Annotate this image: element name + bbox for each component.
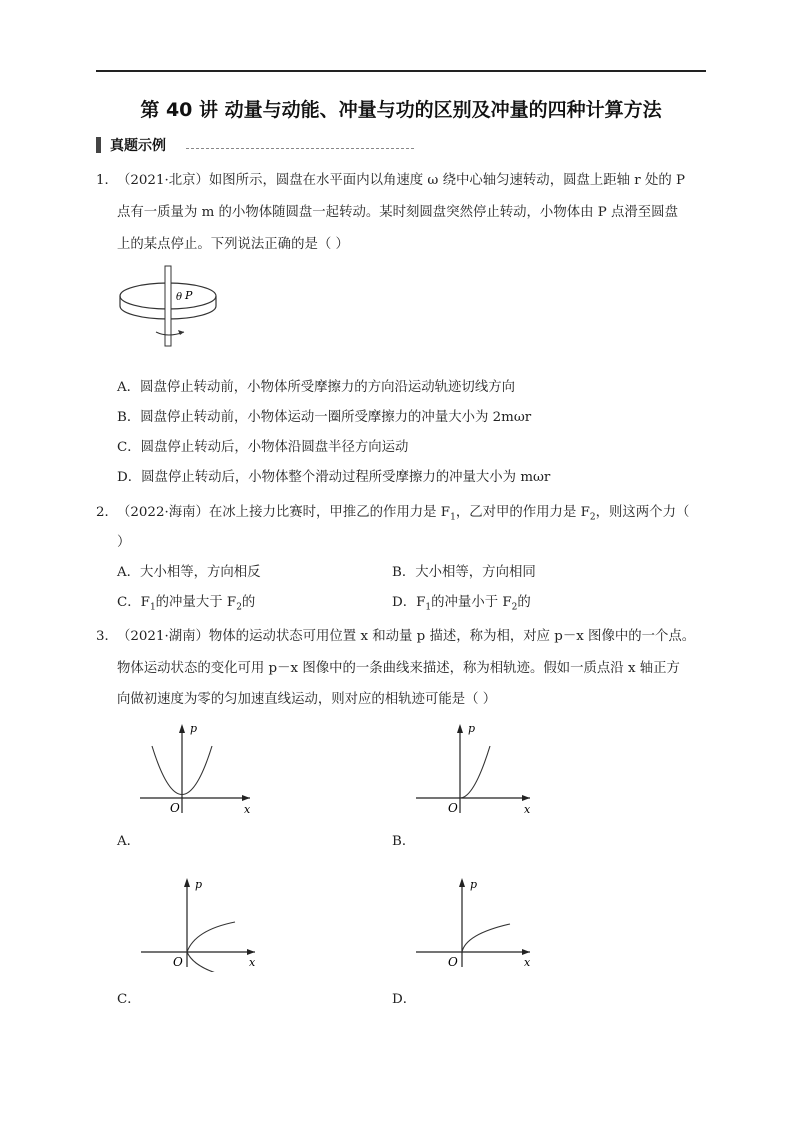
q2-option-c[interactable]: C．$F_1$的冲量大于 $F_2$的 [117,595,256,613]
rotating-disc-figure [110,262,230,352]
svg-text:O: O [448,801,458,815]
svg-text:p: p [195,878,203,891]
svg-text:x: x [244,803,251,816]
svg-text:p: p [470,878,478,891]
svg-text:x: x [249,956,256,969]
q2-option-b[interactable]: B．大小相等，方向相同 [392,565,536,580]
top-rule [96,70,706,72]
q2-line-2: ） [117,535,131,550]
graph-d-curve [462,924,510,952]
q1-line-3: 上的某点停止。下列说法正确的是（ ） [117,237,349,252]
svg-text:x: x [524,803,531,816]
q1-option-c[interactable]: C．圆盘停止转动后，小物体沿圆盘半径方向运动 [117,440,409,455]
graph-b-curve [460,746,490,798]
page-title: 第 40 讲 动量与动能、冲量与功的区别及冲量的四种计算方法 [140,99,662,121]
q2-option-a[interactable]: A．大小相等，方向相反 [117,565,261,580]
graph-d [410,872,540,972]
section-dashed-line [186,148,414,149]
section-marker [96,137,101,153]
q2-number: 2． [96,505,118,520]
svg-text:p: p [190,722,198,735]
q3-option-c[interactable]: C． [117,992,141,1007]
section-heading: 真题示例 [110,138,166,154]
svg-text:O: O [448,955,458,969]
q3-line-1: （2021·湖南）物体的运动状态可用位置 x 和动量 p 描述，称为相，对应 p－x 图像中的一个点。 [117,629,696,644]
theta-label: θ [176,292,183,303]
q2-line-1: （2022·海南）在冰上接力比赛时，甲推乙的作用力是 $F_1$，乙对甲的作用力是 $F_2$，则这两个力（ [117,505,690,523]
svg-text:x: x [524,956,531,969]
svg-text:p: p [468,722,476,735]
q1-option-b[interactable]: B．圆盘停止转动前，小物体运动一圈所受摩擦力的冲量大小为 2mωr [117,410,532,425]
graph-c-curve [187,922,235,972]
q3-number: 3． [96,629,118,644]
graph-b [410,718,540,818]
point-p-label: P [185,289,193,302]
graph-a [130,718,260,818]
svg-text:O: O [170,801,180,815]
q3-line-2: 物体运动状态的变化可用 p－x 图像中的一条曲线来描述，称为相轨迹。假如一质点沿 x 轴正方 [117,661,680,676]
q3-option-b[interactable]: B． [392,834,416,849]
q1-option-d[interactable]: D．圆盘停止转动后，小物体整个滑动过程所受摩擦力的冲量大小为 mωr [117,470,551,485]
svg-text:O: O [173,955,183,969]
q1-line-2: 点有一质量为 m 的小物体随圆盘一起转动。某时刻圆盘突然停止转动，小物体由 P 点滑至圆盘 [117,205,678,220]
q1-line-1: （2021·北京）如图所示，圆盘在水平面内以角速度 ω 绕中心轴匀速转动，圆盘上距轴 r 处的 P [117,173,686,188]
q3-option-d[interactable]: D． [392,992,417,1007]
graph-c [135,872,265,972]
q3-option-a[interactable]: A． [117,834,141,849]
q3-line-3: 向做初速度为零的匀加速直线运动，则对应的相轨迹可能是（ ） [117,692,497,707]
q1-number: 1． [96,173,118,188]
q1-option-a[interactable]: A．圆盘停止转动前，小物体所受摩擦力的方向沿运动轨迹切线方向 [117,380,515,395]
q2-option-d[interactable]: D．$F_1$的冲量小于 $F_2$的 [392,595,531,613]
